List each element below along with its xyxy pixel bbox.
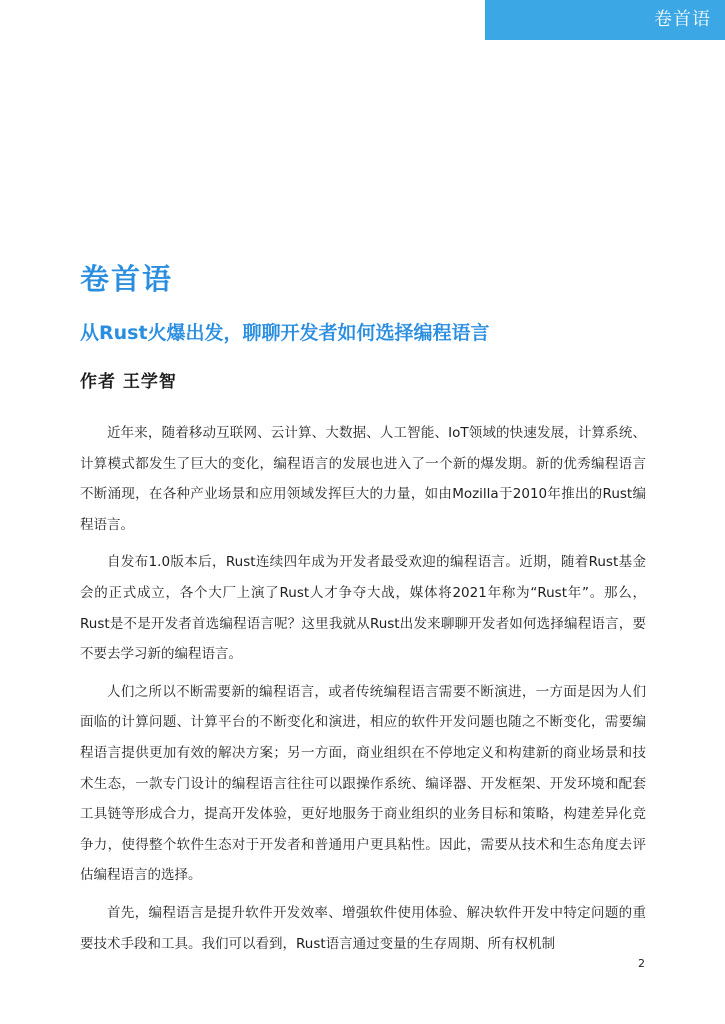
paragraph: 近年来，随着移动互联网、云计算、大数据、人工智能、IoT领域的快速发展，计算系统、计算模式都发生了巨大的变化，编程语言的发展也进入了一个新的爆发期。新的优秀编程语言不断涌现，在各种产业场景和应用领域发挥巨大的力量，如由Mozilla于2010年推出的Rust编程语言。 [80,425,646,533]
page-number: 2 [638,957,645,970]
page-title: 卷首语 [80,262,174,296]
section-header-label: 卷首语 [654,9,711,30]
paragraph: 人们之所以不断需要新的编程语言，或者传统编程语言需要不断演进，一方面是因为人们面临的计算问题、计算平台的不断变化和演进，相应的软件开发问题也随之不断变化，需要编程语言提供更加有效的解决方案；另一方面，商业组织在不停地定义和构建新的商业场景和技术生态，一款专门设计的编程语言往往可以跟操作系统、编译器、开发框架、开发环境和配套工具链等形成合力，提高开发体验，更好地服务于商业组织的业务目标和策略，构建差异化竞争力，使得整个软件生态对于开发者和普通用户更具粘性。因此，需要从技术和生态角度去评估编程语言的选择。 [80,683,646,884]
paragraph: 自发布1.0版本后，Rust连续四年成为开发者最受欢迎的编程语言。近期，随着Rust基金会的正式成立，各个大厂上演了Rust人才争夺大战，媒体将2021年称为“Rust年”。那么，Rust是不是开发者首选编程语言呢？这里我就从Rust出发来聊聊开发者如何选择编程语言，要不要去学习新的编程语言。 [80,554,646,663]
paragraph: 首先，编程语言是提升软件开发效率、增强软件使用体验、解决软件开发中特定问题的重要技术手段和工具。我们可以看到，Rust语言通过变量的生存周期、所有权机制 [80,904,646,952]
author-line: 作者 王学智 [80,372,177,392]
section-header-tab [485,0,725,40]
article-subtitle: 从Rust火爆出发，聊聊开发者如何选择编程语言 [80,322,490,344]
article-body [80,418,646,966]
